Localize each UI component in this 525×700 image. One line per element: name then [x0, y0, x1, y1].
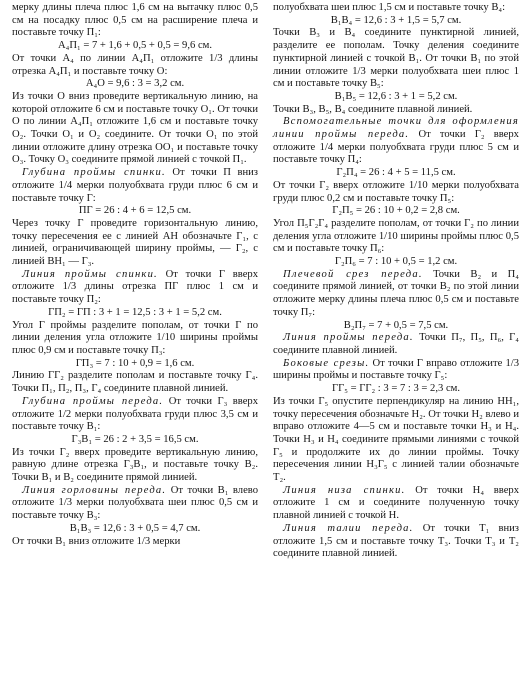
formula-line: А₄О = 9,6 : 3 = 3,2 см. — [85, 78, 185, 90]
paragraph-text: Линию ГГ₂ разделите пополам и поставьте точку Г₄. Точки П₁, П₂, П₃, Г₄ соедините плавной линией. — [12, 370, 258, 395]
body-paragraph — [273, 218, 519, 256]
paragraph-text: Угол П₅Г₂Г₄ разделите пополам, от точки Г₂ по линии деления угла отложите 1/10 ширины проймы плюс 0,5 см и поставьте точку П₆: — [273, 217, 519, 255]
section-heading: Глубина проймы спинки. — [22, 167, 166, 179]
formula-line: В₁В₅ = 12,6 : 3 + 1 = 5,2 см. — [334, 90, 458, 102]
paragraph-text: От точки Н₄ вверх отложите 1 см и соедините полученную точку плавной линией с точкой Н. — [273, 484, 519, 522]
body-paragraph — [273, 180, 519, 205]
paragraph-text: полуобхвата шеи плюс 1,5 см и поставьте точку В₄: — [273, 2, 506, 13]
paragraph-text: Угол Г проймы разделите пополам, от точки Г по линии деления угла отложите 1/10 ширины проймы плюс 0,9 см и поставьте точку П₃: — [12, 319, 258, 356]
section-paragraph — [12, 269, 258, 307]
paragraph-text: От точки Г вправо отложите 1/3 ширины проймы и поставьте точку Г₅: — [273, 357, 519, 382]
section-heading: Глубина проймы переда. — [22, 395, 164, 407]
section-paragraph — [273, 332, 519, 357]
section-heading: Линия талии переда. — [283, 522, 414, 534]
section-paragraph — [273, 269, 519, 320]
paragraph-text: От точки Г вверх отложите 1/3 длины отрезка ПГ плюс 1 см и поставьте точку П₂: — [12, 268, 258, 306]
body-paragraph — [273, 104, 519, 117]
body-paragraph — [12, 320, 258, 358]
section-paragraph — [273, 358, 519, 383]
section-paragraph — [12, 396, 258, 434]
paragraph-text: Точки В₂ и П₄ соедините прямой линией, от точки В₂ по этой линии отложите мерку длины плеча плюс 0,5 см и поставьте точку П₇: — [273, 268, 519, 318]
formula-line: А₄П₁ = 7 + 1,6 + 0,5 + 0,5 = 9,6 см. — [57, 40, 212, 52]
formula-line: ГП₃ = 7 : 10 + 0,9 = 1,6 см. — [75, 357, 195, 369]
paragraph-text: Из точки Г₂ вверх проведите вертикальную линию, равную длине отрезка Г₃В₁, и поставьте точку В₂. Точки В₁ и В₂ соедините прямой линией. — [12, 446, 258, 484]
formula-line: Г₂П₆ = 7 : 10 + 0,5 = 1,2 см. — [334, 256, 458, 268]
paragraph-text: От точки П вниз отложите 1/4 мерки полуобхвата груди плюс 6 см и поставьте точку Г: — [12, 167, 258, 204]
paragraph-text: От точки Г₂ вверх отложите 1/4 мерки полуобхвата груди плюс 5 см и поставьте точку П₄: — [273, 129, 519, 166]
section-heading: Линия проймы переда. — [283, 332, 414, 344]
body-paragraph — [12, 447, 258, 485]
section-paragraph — [273, 485, 519, 523]
section-heading: Плечевой срез переда. — [283, 268, 423, 280]
section-heading: Линия низа спинки. — [283, 484, 406, 496]
section-paragraph — [12, 167, 258, 205]
body-paragraph — [12, 91, 258, 167]
formula-line: Г₃В₁ = 26 : 2 + 3,5 = 16,5 см. — [71, 433, 199, 445]
body-paragraph — [12, 370, 258, 395]
paragraph-text: От точки Г₂ вверх отложите 1/10 мерки полуобхвата груди плюс 0,2 см и поставьте точку П₅: — [273, 179, 519, 204]
section-paragraph — [273, 116, 519, 167]
body-paragraph — [12, 536, 258, 549]
section-heading: Боковые срезы. — [283, 357, 370, 369]
body-paragraph — [273, 2, 519, 15]
section-heading: Вспомогательные точки для оформления линии проймы переда. — [273, 116, 519, 141]
formula-line: Г₂П₅ = 26 : 10 + 0,2 = 2,8 см. — [332, 205, 460, 217]
text-columns — [12, 2, 519, 561]
section-heading: Линия горловины переда. — [22, 484, 167, 496]
paragraph-text: От точки В₁ влево отложите 1/3 мерки полуобхвата шеи плюс 0,5 см и поставьте точку В₃: — [12, 484, 258, 522]
paragraph-text: Из точки О вниз проведите вертикальную линию, на которой отложите 6 см и поставьте точку О₁. От точки О по линии А₄П₁ отложите 1,6 см и поставьте точку О₂. Точки О₁ и О₂ соедините. От точки О₁ по этой линии отложите длину отрезка ОО₁ и поставьте точку О₃. Точку О₃ соедините прямой линией с точкой П₁. — [12, 90, 258, 166]
section-heading: Линия проймы спинки. — [22, 268, 158, 280]
formula-line: В₁В₄ = 12,6 : 3 + 1,5 = 5,7 см. — [330, 14, 462, 26]
formula-line: ПГ = 26 : 4 + 6 = 12,5 см. — [78, 205, 192, 217]
paragraph-text: От точки Т₁ вниз отложите 1,5 см и поставьте точку Т₃. Точки Т₃ и Т₂ соедините плавной линией. — [273, 522, 519, 560]
body-paragraph — [273, 396, 519, 485]
right-column — [273, 2, 519, 561]
paragraph-text: Из точки Г₅ опустите перпендикуляр на линию НН₁, точку пересечения обозначьте Н₂. От точки Н₂ влево и вправо отложите 4—5 см и поставьте точки Н₃ и Н₄. Точки Н₃ и Н₄ соедините прямыми линиями с точкой Г₅ и продолжите их до линии проймы. Точку пересечения линии Н₃Г₅ с линией талии обозначьте Т₂. — [273, 395, 519, 484]
body-paragraph — [12, 2, 258, 40]
paragraph-text: Точки П₇, П₅, П₆, Г₄ соедините плавной линией. — [273, 332, 519, 356]
paragraph-text: Точки В₃, В₅, В₄ соедините плавной линией. — [273, 103, 473, 115]
formula-line: ГП₂ = ГП : 3 + 1 = 12,5 : 3 + 1 = 5,2 см. — [48, 306, 222, 318]
paragraph-text: Точки В₃ и В₄ соедините пунктирной линией, разделите ее пополам. Точку деления соедините пунктирной линией с точкой В₁. От точки В₁ по этой линии отложите 1/3 мерки полуобхвата шеи плюс 1 см и поставьте точку В₅: — [273, 27, 519, 90]
paragraph-text: От точки А₄ по линии А₄П₁ отложите 1/3 длины отрезка А₄П₁ и поставьте точку О: — [12, 52, 258, 77]
formula-line: Г₂П₄ = 26 : 4 + 5 = 11,5 см. — [336, 167, 456, 179]
body-paragraph — [12, 53, 258, 78]
body-paragraph — [273, 27, 519, 91]
body-paragraph — [12, 218, 258, 269]
paragraph-text: Через точку Г проведите горизонтальную линию, точку пересечения ее с линией АН обозначьте Г₁, с линией, ограничивающей ширину проймы, — Г₂, с линией ВН₁ — Г₃. — [12, 217, 258, 268]
paragraph-text: мерку длины плеча плюс 1,6 см на вытачку плюс 0,5 см на посадку плюс 0,5 см на расширение плеча и поставьте точку П₁: — [12, 2, 258, 39]
paragraph-text: От точки В₁ вниз отложите 1/3 мерки — [12, 535, 181, 547]
section-paragraph — [12, 485, 258, 523]
section-paragraph — [273, 523, 519, 561]
formula-line: В₁В₃ = 12,6 : 3 + 0,5 = 4,7 см. — [69, 522, 201, 534]
formula-line: ГГ₅ = ГГ₂ : 3 = 7 : 3 = 2,3 см. — [331, 383, 460, 395]
formula-line: В₂П₇ = 7 + 0,5 = 7,5 см. — [343, 319, 449, 331]
paragraph-text: От точки Г₃ вверх отложите 1/2 мерки полуобхвата груди плюс 3,5 см и поставьте точку В₁: — [12, 395, 258, 433]
left-column — [12, 2, 258, 561]
